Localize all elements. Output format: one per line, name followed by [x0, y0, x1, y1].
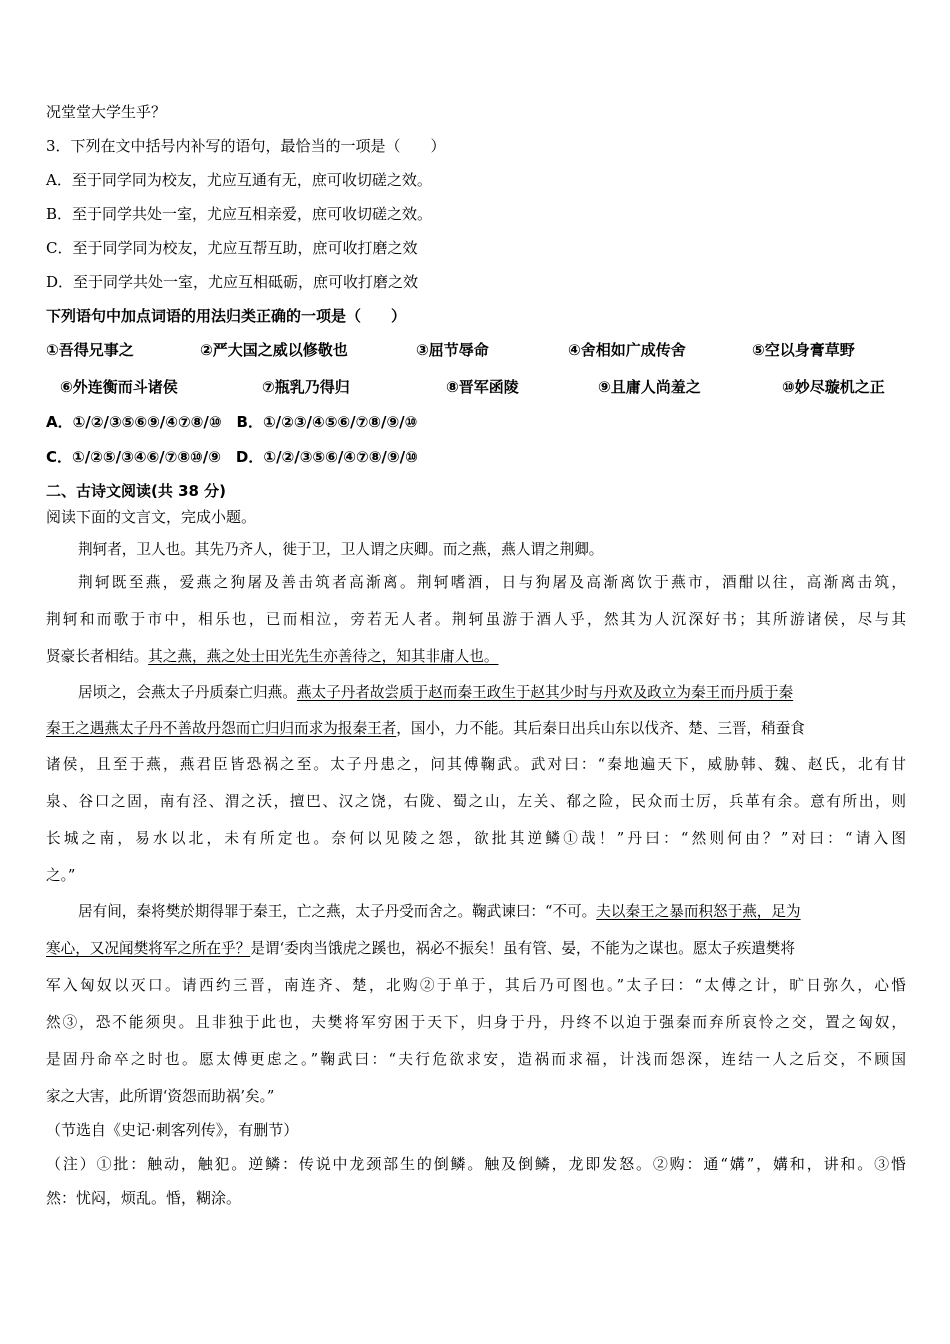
item-3: ③屈节辱命	[416, 341, 489, 359]
passage-p2-line-2: 荆轲和而歌于市中，相乐也，已而相泣，旁若无人者。荆轲虽游于酒人乎，然其为人沉深好书；其所游诸侯，尽与其	[46, 611, 906, 628]
question-3-option-a: A．至于同学同为校友，尤应互通有无，庶可收切磋之效。	[46, 171, 432, 189]
passage-paragraph-1: 荆轲者，卫人也。其先乃齐人，徙于卫，卫人谓之庆卿。而之燕，燕人谓之荆卿。	[78, 541, 604, 558]
section-2-instruction: 阅读下面的文言文，完成小题。	[46, 508, 257, 526]
p3-text-2: ，国小，力不能。其后秦日出兵山东以伐齐、楚、三晋，稍蚕食	[396, 720, 805, 737]
item-7: ⑦瓶乳乃得归	[262, 378, 350, 396]
passage-p4-line-5: 是固丹命卒之时也。愿太傅更虑之。”鞠武曰：“夫行危欲求安，造祸而求福，计浅而怨深，连结一人之后交，不顾国	[46, 1051, 906, 1068]
passage-p2-line-3	[46, 647, 498, 667]
question-4-options-cd: C．①/②⑤/③④⑥/⑦⑧⑩/⑨ D．①/②/③⑤⑥/④⑦⑧/⑨/⑩	[46, 448, 418, 466]
item-8: ⑧晋军函陵	[446, 378, 519, 396]
passage-p3-line-2	[46, 719, 805, 739]
p4-text-2: 是谓‘委肉当饿虎之蹊也，祸必不振矣！虽有管、晏，不能为之谋也。愿太子疾遣樊将	[250, 940, 795, 957]
p4-underlined-sentence-part-2: 寒心，又况闻樊将军之所在乎？	[46, 940, 251, 957]
notes-line-1: （注）①批：触动，触犯。逆鳞：传说中龙颈部生的倒鳞。触及倒鳞，龙即发怒。②购：通“媾”，媾和，讲和。③惛	[46, 1155, 906, 1173]
section-2-title: 二、古诗文阅读(共 38 分)	[46, 482, 227, 500]
passage-p4-line-3: 军入匈奴以灭口。请西约三晋，南连齐、楚，北购②于单于，其后乃可图也。”太子曰：“太傅之计，旷日弥久，心惛	[46, 977, 906, 994]
passage-source: （节选自《史记·刺客列传》，有删节）	[46, 1121, 299, 1139]
question-3-option-b: B．至于同学共处一室，尤应互相亲爱，庶可收切磋之效。	[46, 205, 433, 223]
passage-p4-line-6: 家之大害，此所谓‘资怨而助祸’矣。”	[46, 1088, 275, 1105]
p3-underlined-sentence-part-1: 燕太子丹者故尝质于赵而秦王政生于赵其少时与丹欢及政立为秦王而丹质于秦	[296, 684, 794, 701]
passage-p3-line-4: 泉、谷口之固，南有泾、渭之沃，擅巴、汉之饶，右陇、蜀之山，左关、郩之险，民众而士厉，兵革有余。意有所出，则	[46, 793, 906, 810]
question-4-stem: 下列语句中加点词语的用法归类正确的一项是（ ）	[46, 307, 407, 325]
passage-p2-line-1: 荆轲既至燕，爱燕之狗屠及善击筑者高渐离。荆轲嗜酒，日与狗屠及高渐离饮于燕市，酒酣以往，高渐离击筑，	[78, 574, 906, 591]
question-3-option-c: C．至于同学同为校友，尤应互帮互助，庶可收打磨之效	[46, 239, 418, 257]
passage-p4-line-1	[78, 902, 801, 922]
question-4-options-ab: A．①/②/③⑤⑥⑨/④⑦⑧/⑩ B．①/②③/④⑤⑥/⑦⑧/⑨/⑩	[46, 413, 418, 431]
p2-text: 贤豪长者相结。	[46, 648, 149, 665]
item-2: ②严大国之威以修敬也	[200, 341, 348, 359]
passage-p4-line-2	[46, 939, 795, 959]
item-6: ⑥外连衡而斗诸侯	[60, 378, 178, 396]
question-3-option-d: D．至于同学共处一室，尤应互相砥砺，庶可收打磨之效	[46, 273, 419, 291]
item-10: ⑩妙尽璇机之正	[782, 378, 885, 396]
passage-p4-line-4: 然③，恐不能须臾。且非独于此也，夫樊将军穷困于天下，归身于丹，丹终不以迫于强秦而弃所哀怜之交，置之匈奴，	[46, 1014, 906, 1031]
item-5: ⑤空以身膏草野	[752, 341, 855, 359]
p3-underlined-sentence-part-2: 秦王之遇燕太子丹不善故丹怨而亡归归而求为报秦王者	[46, 720, 397, 737]
passage-p3-line-6: 之。”	[46, 867, 76, 884]
p4-underlined-sentence-part-1: 夫以秦王之暴而积怒于燕，足为	[596, 903, 801, 920]
p2-underlined-sentence: 其之燕，燕之处士田光先生亦善待之，知其非庸人也。	[148, 648, 499, 665]
notes-line-2: 然：忧闷，烦乱。惛，糊涂。	[46, 1189, 242, 1207]
question-2-tail: 况堂堂大学生乎？	[46, 103, 167, 121]
passage-p3-line-5: 长城之南，易水以北，未有所定也。奈何以见陵之怨，欲批其逆鳞①哉！”丹曰：“然则何由？”对曰：“请入图	[46, 830, 906, 847]
p4-text: 居有间，秦将樊於期得罪于秦王，亡之燕，太子丹受而舍之。鞠武谏曰：“不可。	[78, 903, 597, 920]
passage-p3-line-3: 诸侯，且至于燕，燕君臣皆恐祸之至。太子丹患之，问其傅鞠武。武对曰：“秦地遍天下，威胁韩、魏、赵氏，北有甘	[46, 756, 906, 773]
item-9: ⑨且庸人尚羞之	[598, 378, 701, 396]
p3-text: 居顷之，会燕太子丹质秦亡归燕。	[78, 684, 297, 701]
item-4: ④舍相如广成传舍	[568, 341, 686, 359]
question-3-stem: 3．下列在文中括号内补写的语句，最恰当的一项是（ ）	[46, 137, 446, 155]
item-1: ①吾得兄事之	[46, 341, 134, 359]
passage-p3-line-1	[78, 683, 793, 703]
